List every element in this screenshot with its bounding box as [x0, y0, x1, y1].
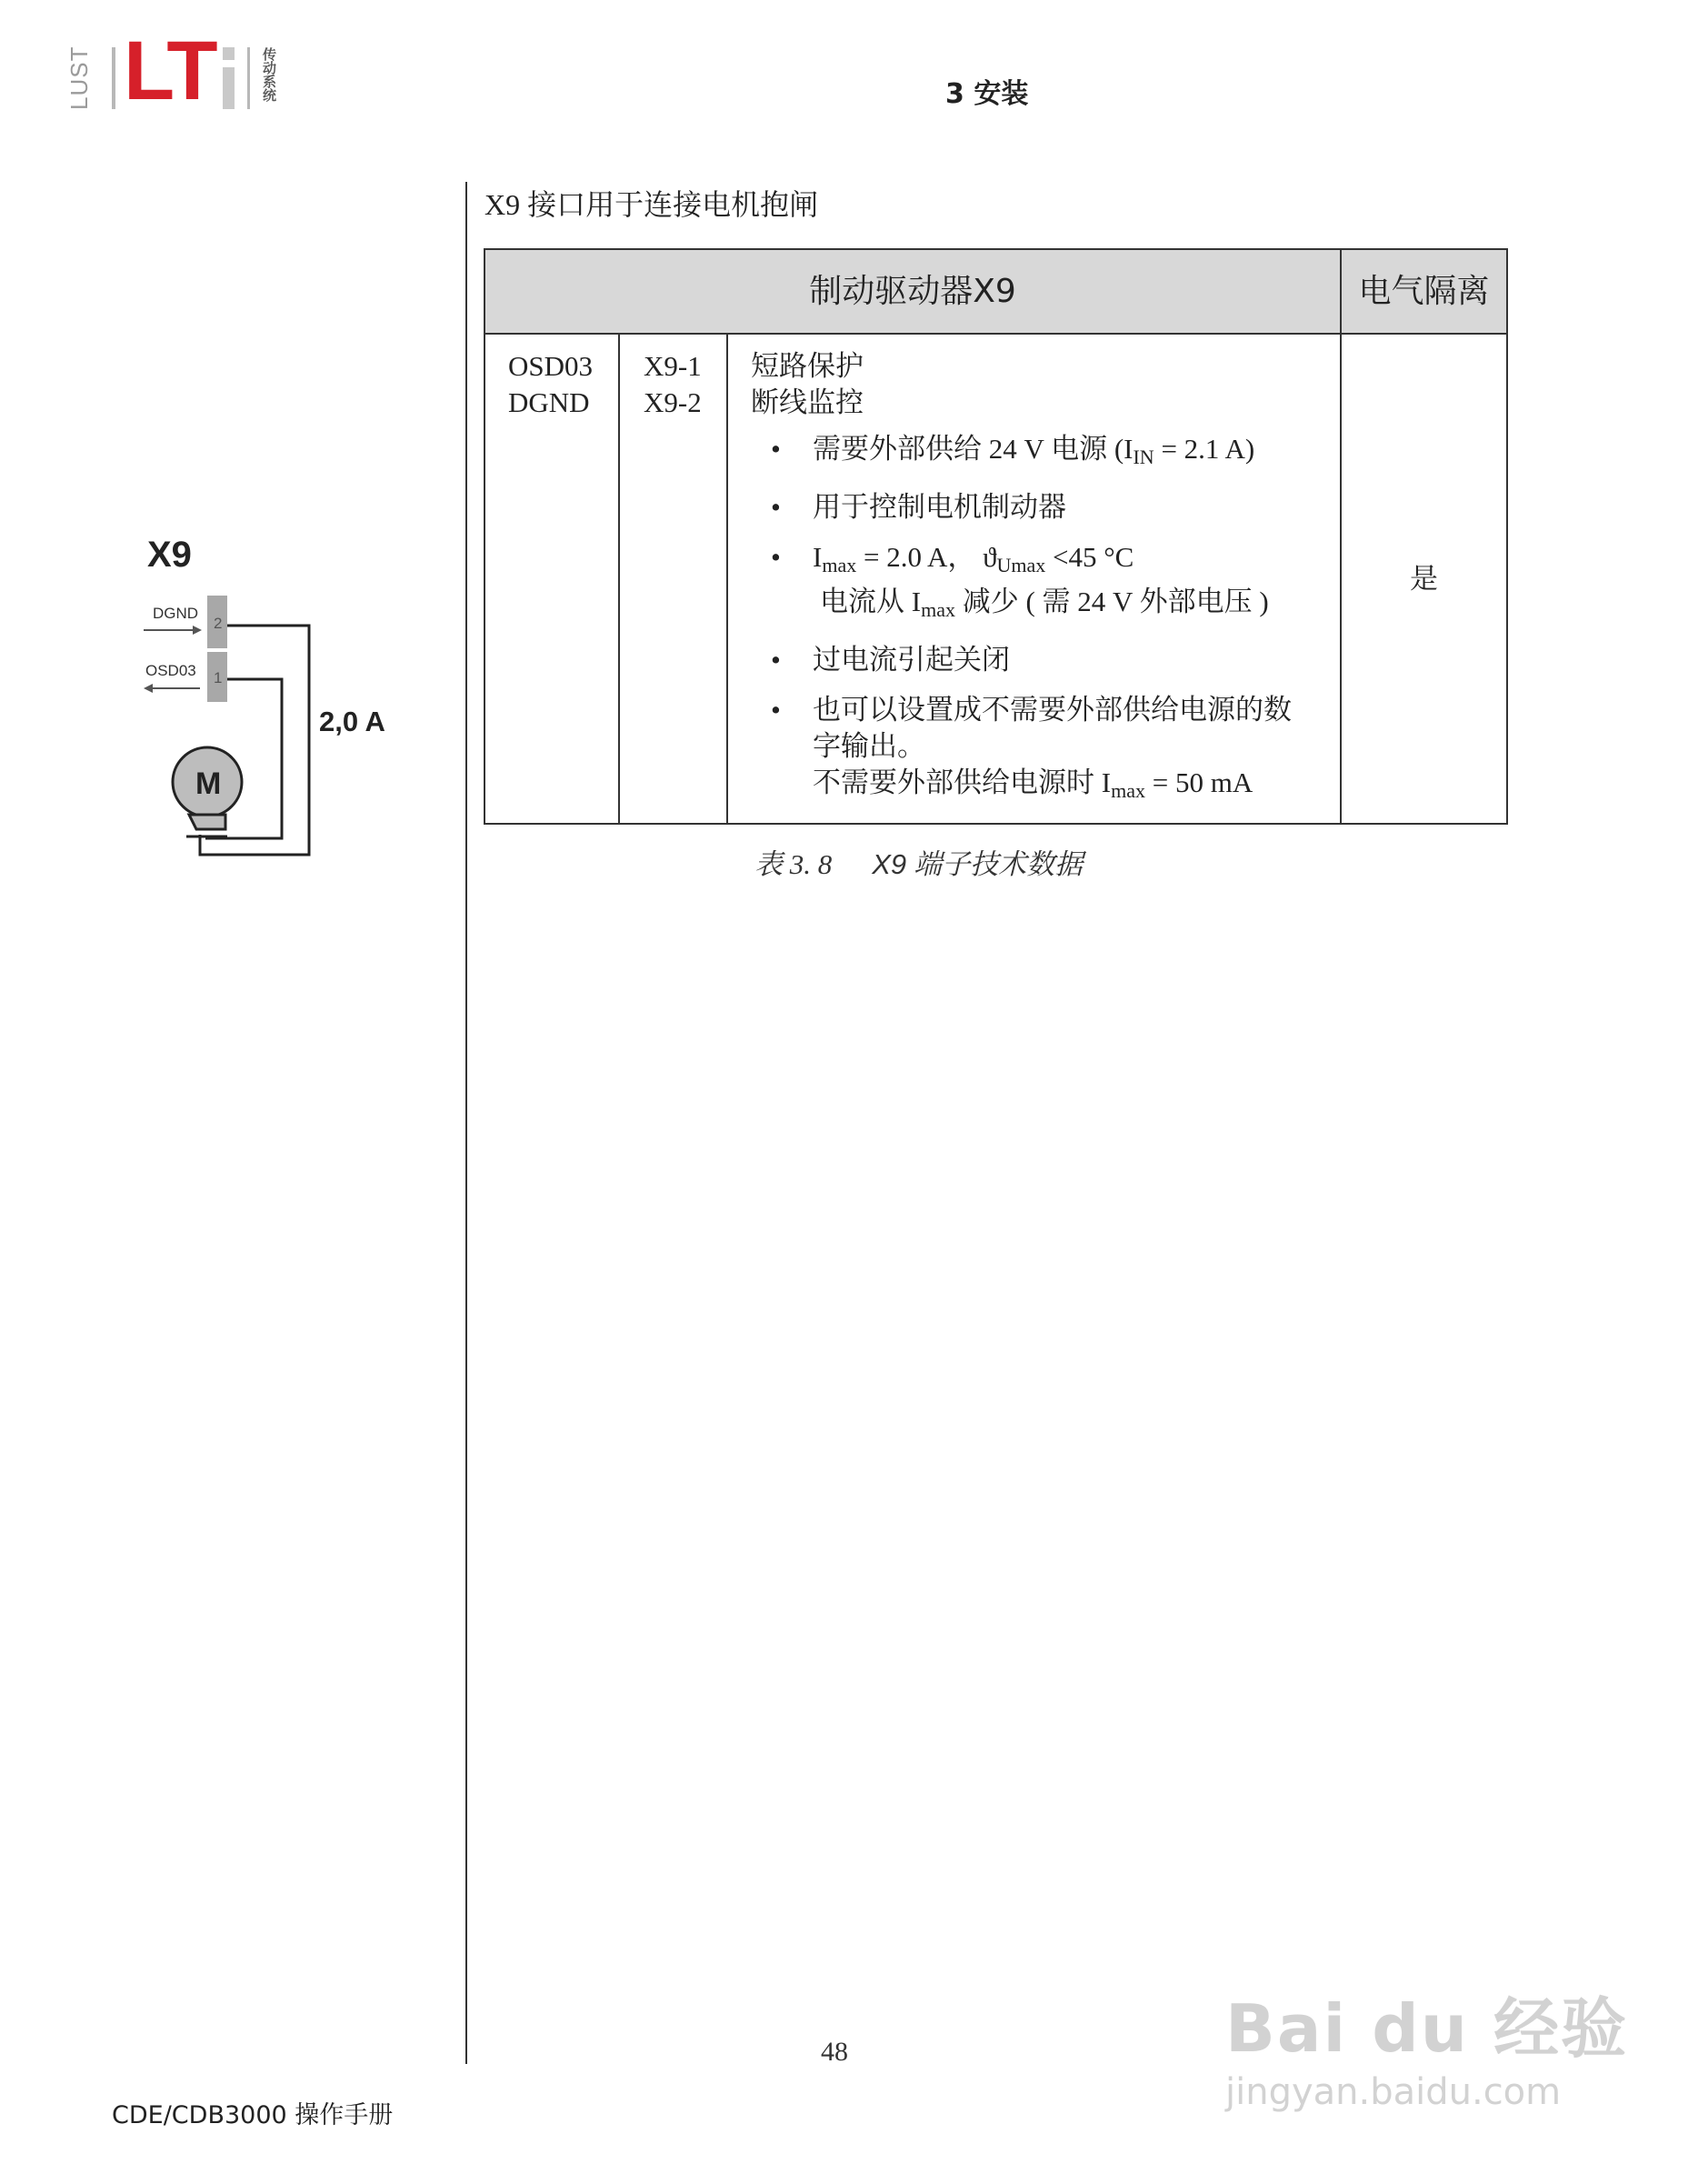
motor-brake-icon [189, 815, 225, 829]
subscript: Umax [996, 554, 1046, 576]
bullet-text: <45 °C [1045, 541, 1134, 573]
signal-column [508, 348, 593, 421]
logo-i-dot [223, 47, 235, 60]
bullet-dot: • [771, 433, 781, 465]
page-number: 48 [821, 2037, 848, 2067]
dgnd-arrow-head [193, 626, 202, 635]
subscript: max [1111, 779, 1145, 802]
logo-divider-2 [247, 47, 250, 109]
diagram-title: X9 [147, 535, 192, 575]
bullet-text: 过电流引起关闭 [813, 644, 1010, 676]
x9-wiring-diagram [136, 591, 318, 864]
caption-text: 端子技术数据 [914, 848, 1084, 880]
pin-column [644, 348, 702, 421]
bullet-item [771, 489, 1316, 526]
subscript: IN [1133, 446, 1154, 468]
pin-name: X9-1 [644, 350, 702, 382]
bullet-text: = 2.0 A， ϑ [856, 541, 997, 573]
logo-divider [112, 47, 115, 109]
caption-x9: X9 [872, 848, 907, 880]
table-caption [754, 841, 1083, 882]
logo-chinese-text: 传动系统 [261, 47, 277, 102]
logo-i-stem [223, 67, 235, 109]
footer-manual-title: CDE/CDB3000 操作手册 [112, 2101, 394, 2129]
isolation-value: 是 [1410, 563, 1438, 595]
table-column-divider [618, 334, 620, 825]
description-lines [751, 348, 864, 421]
table-header-main: 制动驱动器X9 [809, 273, 1016, 310]
pin-1-label: OSD03 [145, 662, 196, 679]
margin-rule [465, 182, 467, 2064]
bullet-text: 需要外部供给 24 V 电源 (I [813, 433, 1134, 465]
bullet-text: 电流从 I [820, 586, 922, 617]
bullet-text: 用于控制电机制动器 [813, 491, 1066, 523]
chapter-title: 3 安装 [945, 78, 1029, 110]
bullet-dot: • [771, 541, 781, 573]
bullet-item [771, 539, 1316, 628]
pin-name: X9-2 [644, 386, 702, 418]
bullet-text: = 50 mA [1144, 766, 1254, 798]
bullet-text: 不需要外部供给电源时 I [813, 766, 1112, 798]
pin-2-label: DGND [153, 605, 199, 622]
bullet-dot: • [771, 694, 781, 726]
bullet-dot: • [771, 644, 781, 676]
watermark-url: jingyan.baidu.com [1225, 2071, 1562, 2113]
bullet-item [771, 692, 1303, 809]
bullet-dot: • [771, 491, 781, 523]
table-column-divider [726, 334, 728, 825]
description-line: 断线监控 [751, 386, 864, 418]
osd03-arrow-head [144, 684, 153, 693]
caption-number: 表 3. 8 [754, 848, 833, 880]
bullet-text: I [813, 541, 823, 573]
signal-name: OSD03 [508, 350, 594, 382]
bullet-text: 也可以设置成不需要外部供给电源的数字输出。 [813, 694, 1292, 762]
pin-2-number: 2 [214, 615, 223, 632]
signal-name: DGND [508, 386, 590, 418]
logo-lti: LT [124, 25, 216, 117]
table-header-divider [484, 333, 1508, 335]
pin-1-number: 1 [214, 669, 223, 686]
subscript: max [822, 554, 857, 576]
logo-lust-text: LUST [65, 45, 93, 111]
bullet-item [771, 642, 1316, 678]
bullet-item [771, 431, 1316, 476]
subscript: max [921, 598, 955, 621]
watermark-logo: Bai du 经验 [1225, 1990, 1629, 2067]
current-rating: 2,0 A [319, 706, 385, 737]
description-line: 短路保护 [751, 350, 864, 382]
bullet-list [771, 431, 1316, 823]
table-column-divider [1340, 248, 1342, 825]
bullet-text: = 2.1 A) [1154, 433, 1255, 465]
bullet-text: 减少 ( 需 24 V 外部电压 ) [954, 586, 1269, 617]
table-header-isolation: 电气隔离 [1358, 273, 1490, 310]
motor-label: M [195, 766, 222, 801]
intro-text: X9 接口用于连接电机抱闸 [484, 188, 819, 221]
